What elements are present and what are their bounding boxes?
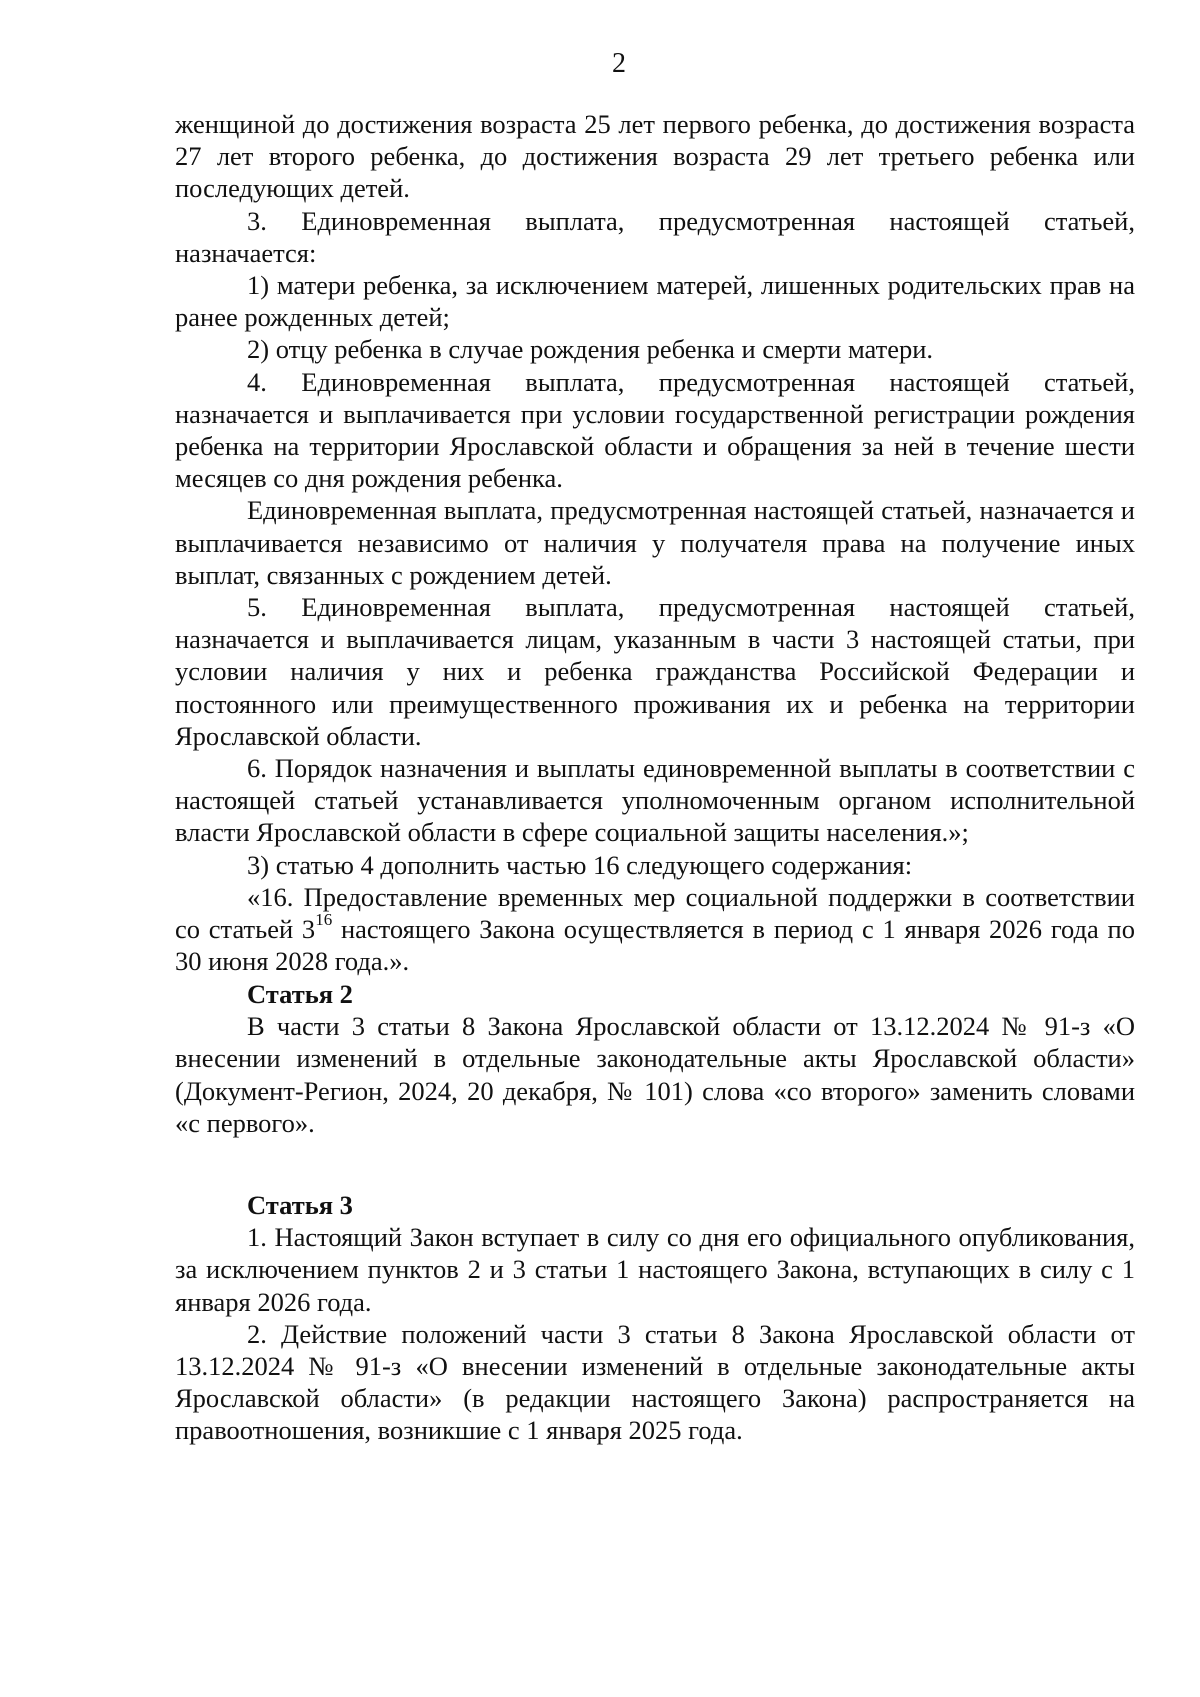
paragraph-part-6: 6. Порядок назначения и выплаты единовременной выплаты в соответствии с настоящей статьей устанавливается уполномоченным органом исполнительной власти Ярославской области в сфере социальной защиты населения.»;	[175, 753, 1135, 848]
article-2-text: В части 3 статьи 8 Закона Ярославской области от 13.12.2024 № 91-з «О внесении изменений в отдельные законодательные акты Ярославской области» (Документ-Регион, 2024, 20 декабря, № 101) слова «со второго» заменить словами «с первого».	[175, 1011, 1135, 1138]
article-3-part-2: 2. Действие положений части 3 статьи 8 Закона Ярославской области от 13.12.2024 № 91-з «О внесении изменений в отдельные законодательные акты Ярославской области» (в редакции настоящего Закона) распространяется на правоотношения, возникшие с 1 января 2025 года.	[175, 1318, 1135, 1446]
paragraph-part-3-item-1: 1) матери ребенка, за исключением матерей, лишенных родительских прав на ранее рожденных детей;	[175, 270, 1135, 333]
article-2	[175, 978, 1135, 1139]
page-number: 2	[612, 48, 626, 79]
part-16-text-end: настоящего Закона осуществляется в период с 1 января 2026 года по 30 июня 2028 года.».	[175, 914, 1135, 977]
article-3-part-1: 1. Настоящий Закон вступает в силу со дня его официального опубликования, за исключением пунктов 2 и 3 статьи 1 настоящего Закона, вступающих в силу с 1 января 2026 года.	[175, 1222, 1135, 1317]
article-3-heading: Статья 3	[247, 1190, 353, 1220]
paragraph-continuation: женщиной до достижения возраста 25 лет первого ребенка, до достижения возраста 27 лет второго ребенка, до достижения возраста 29 лет третьего ребенка или последующих детей.	[175, 109, 1135, 204]
paragraph-part-16	[175, 881, 1135, 978]
paragraph-part-4-second: Единовременная выплата, предусмотренная настоящей статьей, назначается и выплачивается независимо от наличия у получателя права на получение иных выплат, связанных с рождением детей.	[175, 495, 1135, 590]
part-16-text-start: «16. Предоставление временных мер социальной поддержки в соответствии со статьей 3	[175, 881, 1135, 945]
article-3	[175, 1189, 1135, 1447]
paragraph-part-3-item-2: 2) отцу ребенка в случае рождения ребенка и смерти матери.	[247, 334, 934, 365]
paragraph-part-4: 4. Единовременная выплата, предусмотренная настоящей статьей, назначается и выплачивается при условии государственной регистрации рождения ребенка на территории Ярославской области и обращения за ней в течение шести месяцев со дня рождения ребенка.	[175, 366, 1135, 494]
paragraph-item-3: 3) статью 4 дополнить частью 16 следующего содержания:	[247, 849, 913, 880]
article-1-continuation	[175, 108, 1135, 977]
article-2-heading: Статья 2	[247, 979, 353, 1009]
part-16-superscript: 16	[315, 910, 333, 930]
paragraph-part-5: 5. Единовременная выплата, предусмотренная настоящей статьей, назначается и выплачивается лицам, указанным в части 3 настоящей статьи, при условии наличия у них и ребенка гражданства Российской Федерации и постоянного или преимущественного проживания их и ребенка на территории Ярославской области.	[175, 592, 1135, 751]
paragraph-part-3: 3. Единовременная выплата, предусмотренная настоящей статьей, назначается:	[175, 205, 1135, 268]
